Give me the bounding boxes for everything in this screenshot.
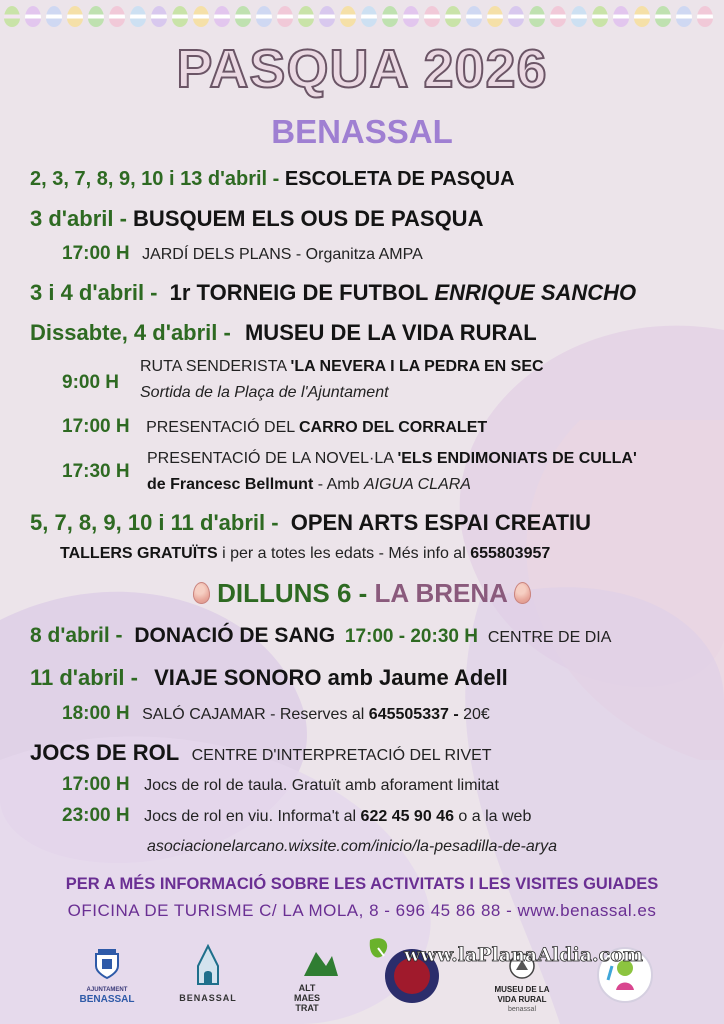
footer-info: PER A MÉS INFORMACIÓ SOBRE LES ACTIVITATS I LES VISITES GUIADES — [65, 875, 659, 893]
egg-icon — [655, 6, 671, 27]
page-title: PASQUA 2026 — [176, 39, 548, 99]
easter-egg-icon — [193, 582, 210, 604]
egg-icon — [340, 6, 356, 27]
event-item-novel: PRESENTACIÓ DE LA NOVEL·LA 'ELS ENDIMONIATS DE CULLA' — [147, 450, 637, 467]
event-name: 1r TORNEIG DE FUTBOL — [169, 280, 429, 305]
egg-icon — [88, 6, 104, 27]
event-time: 17:00 H — [62, 243, 130, 264]
event-ous — [30, 206, 483, 232]
event-name: JOCS DE ROL — [30, 740, 180, 765]
egg-icon — [487, 6, 503, 27]
egg-icon — [46, 6, 62, 27]
event-viaje-detail: 18:00 H SALÓ CAJAMAR - Reserves al 645505337 - 20€ — [62, 703, 490, 724]
event-date: 8 d'abril - — [30, 624, 123, 647]
event-item-novel-line2: de Francesc Bellmunt - Amb AIGUA CLARA — [147, 476, 471, 493]
footer-contact: OFICINA DE TURISME C/ LA MOLA, 8 - 696 45 86 88 - www.benassal.es — [67, 901, 657, 920]
egg-icon — [172, 6, 188, 27]
egg-icon — [571, 6, 587, 27]
web-link[interactable]: asociacionelarcano.wixsite.com/inicio/la-pesadilla-de-arya — [147, 838, 557, 855]
event-ous-detail — [62, 243, 423, 265]
egg-icon — [109, 6, 125, 27]
event-rol-item: 23:00 H Jocs de rol en viu. Informa't al 622 45 90 46 o a la web — [62, 805, 532, 826]
event-date: 3 d'abril - — [30, 206, 127, 231]
egg-icon — [445, 6, 461, 27]
event-date: Dissabte, 4 d'abril - — [30, 320, 231, 345]
egg-icon — [151, 6, 167, 27]
event-name: VIAJE SONORO amb Jaume Adell — [154, 665, 508, 690]
egg-icon — [550, 6, 566, 27]
event-name-italic: ENRIQUE SANCHO — [434, 280, 637, 305]
egg-icon — [361, 6, 377, 27]
event-time: 17:30 H — [62, 461, 130, 482]
tower-icon — [188, 944, 228, 988]
event-place: CENTRE DE DIA — [487, 629, 612, 646]
event-time: 18:00 H — [62, 703, 130, 724]
event-date: 2, 3, 7, 8, 9, 10 i 13 d'abril - — [30, 168, 280, 190]
event-sang — [30, 624, 611, 648]
event-time: 17:00 - 20:30 H — [344, 626, 478, 647]
egg-icon — [130, 6, 146, 27]
event-name: OPEN ARTS ESPAI CREATIU — [290, 510, 592, 535]
egg-icon — [25, 6, 41, 27]
event-detail: JARDÍ DELS PLANS - Organitza AMPA — [142, 246, 423, 263]
event-museu — [30, 320, 537, 346]
egg-icon — [508, 6, 524, 27]
event-name: ESCOLETA DE PASQUA — [284, 168, 515, 190]
egg-icon — [382, 6, 398, 27]
logo-altmaestrat: ALT MAES TRAT — [272, 948, 342, 1013]
event-rol — [30, 740, 492, 766]
logo-museu: MUSEU DE LA VIDA RURAL benassal — [486, 952, 558, 1015]
egg-icon — [235, 6, 251, 27]
event-time: 17:00 H — [62, 774, 130, 795]
egg-icon — [193, 6, 209, 27]
logo-ajuntament: AJUNTAMENT BENASSAL — [72, 946, 142, 1005]
mountain-icon — [276, 948, 338, 978]
egg-icon — [592, 6, 608, 27]
event-rol-item: 17:00 H Jocs de rol de taula. Gratuït amb aforament limitat — [62, 774, 499, 795]
event-torneig — [30, 280, 636, 306]
event-name: DONACIÓ DE SANG — [134, 624, 336, 647]
logo-benassal: BENASSAL — [172, 944, 244, 1003]
egg-icon — [214, 6, 230, 27]
event-openarts — [30, 510, 591, 536]
event-date: 5, 7, 8, 9, 10 i 11 d'abril - — [30, 510, 279, 535]
event-viaje — [30, 665, 508, 691]
egg-icon — [424, 6, 440, 27]
egg-icon — [67, 6, 83, 27]
shield-icon — [90, 946, 124, 980]
event-item-ruta-line2: Sortida de la Plaça de l'Ajuntament — [140, 384, 389, 401]
easter-egg-border — [4, 2, 720, 30]
event-item-carro: 17:00 H PRESENTACIÓ DEL CARRO DEL CORRALET — [62, 416, 488, 437]
event-item-ruta: RUTA SENDERISTA 'LA NEVERA I LA PEDRA EN SEC — [140, 358, 544, 375]
egg-icon — [298, 6, 314, 27]
egg-icon — [256, 6, 272, 27]
event-time: 9:00 H — [62, 372, 120, 393]
event-name: BUSQUEM ELS OUS DE PASQUA — [133, 206, 484, 231]
egg-icon — [697, 6, 713, 27]
event-brena: DILLUNS 6 - LA BRENA — [0, 578, 724, 609]
event-time: 17:00 H — [62, 416, 130, 437]
egg-icon — [466, 6, 482, 27]
event-date: 11 d'abril - — [30, 665, 138, 690]
egg-icon — [676, 6, 692, 27]
egg-icon — [403, 6, 419, 27]
egg-icon — [529, 6, 545, 27]
event-place: CENTRE D'INTERPRETACIÓ DEL RIVET — [191, 747, 492, 764]
event-escoleta — [30, 168, 515, 191]
egg-icon — [277, 6, 293, 27]
event-time: 23:00 H — [62, 805, 130, 826]
event-openarts-detail: TALLERS GRATUÏTS i per a totes les edats - Més info al 655803957 — [60, 545, 551, 562]
egg-icon — [4, 6, 20, 27]
event-name: MUSEU DE LA VIDA RURAL — [244, 320, 537, 345]
egg-icon — [613, 6, 629, 27]
egg-icon — [634, 6, 650, 27]
page-subtitle: BENASSAL — [271, 113, 453, 150]
event-date: 3 i 4 d'abril - — [30, 280, 158, 305]
easter-egg-icon — [514, 582, 531, 604]
watermark: www.laPlanaAldia.com — [404, 944, 643, 966]
egg-icon — [319, 6, 335, 27]
